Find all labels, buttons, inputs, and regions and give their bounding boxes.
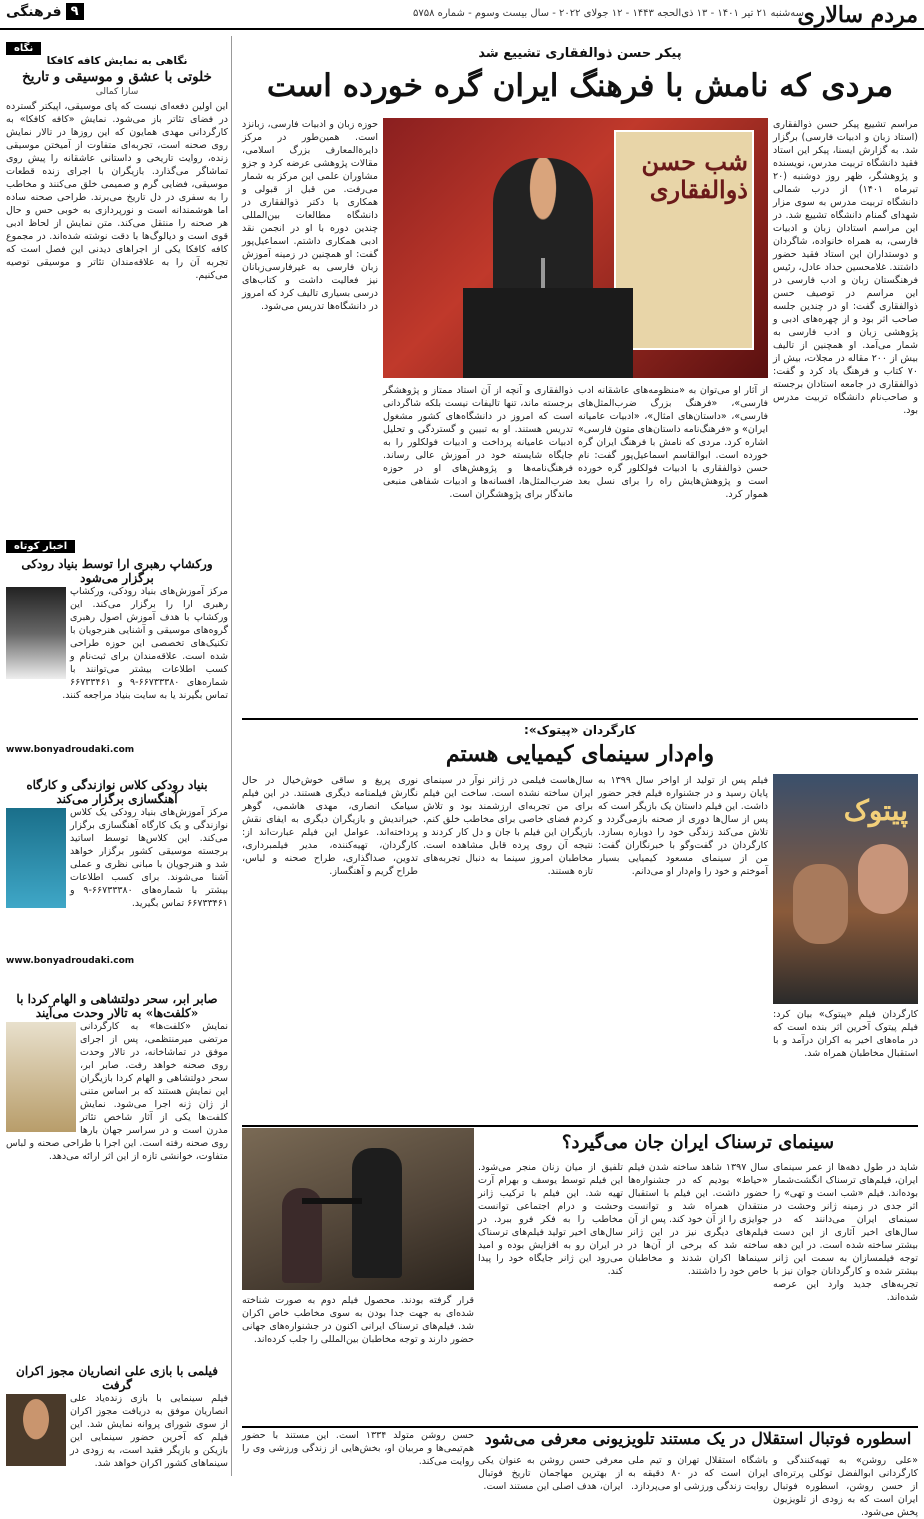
poster-face [858, 844, 908, 914]
sidebar-news-2 [6, 778, 228, 966]
issue-info: سه‌شنبه ۲۱ تیر ۱۴۰۱ - ۱۳ ذی‌الحجه ۱۴۴۳ - ۱۲ جولای ۲۰۲۲ - سال بیست وسوم - شماره ۵۷۵۸ [412, 8, 804, 19]
sidebar-news-3 [6, 992, 228, 1350]
sidebar-review [6, 36, 228, 520]
article4-column-3: معرفی حسن روشن به عنوان یکی از بهترین مهاجمان تاریخ فوتبال ایران، هدف اصلی این مستند است. [478, 1455, 623, 1492]
poster-text: شب حسن ذوالفقاری [641, 147, 748, 204]
review-overline: نگاهی به نمایش کافه کافکا [46, 55, 188, 67]
music-class-poster-thumb [6, 808, 66, 908]
news3-body: نمایش «کلفت‌ها» به کارگردانی مرتضی میرمنتظمی، پس از اجرای موفق در تماشاخانه، در تالار وحدت روی صحنه خواهد رفت. صابر ابر، سحر دولتشاهی و الهام کردا بازیگران این نمایش هستند که بر اساس متنی از ژان ژنه اجرا می‌شود. نمایش کلفت‌ها یکی از آثار شاخص تئاتر مدرن است و در سراسر جهان بارها روی صحنه رفته است. این اجرا با طراحی صحنه و لباس متفاوت، خوانشی تازه از این اثر ارائه می‌دهد. [6, 1021, 228, 1162]
sidebar-tag: اخبار کوتاه [6, 540, 75, 553]
article2-column-3: سال‌هاست فیلمی در ژانر نوآر در سینمای ایران ساخته نشده است. ساخت این فیلم برای من تجربه‌ای ارزشمند بود و تلاش کردم فضای خاصی برای مخاطب خلق کنم. بازیگران این فیلم با جان و دل کار کردند و نتیجه آن روی پرده قابل مشاهده است. مخاطبان امروز سینما به دنبال تجربه‌های تازه هستند. [423, 775, 593, 877]
divider [242, 718, 918, 720]
news2-body: مرکز آموزش‌های بنیاد رودکی یک کلاس نوازندگی و یک کارگاه آهنگسازی برگزار می‌کند. این کلاس‌ها توسط اساتید برجسته موسیقی کشور برگزار خواهد شد و هنرجویان با مبانی نظری و عملی آشنا می‌شوند. برای کسب اطلاعات بیشتر با شماره‌های ۶۶۷۳۳۳۸۰-۹ و ۶۶۷۳۳۴۶۱ تماس بگیرید. [70, 807, 228, 909]
section-name: فرهنگی [6, 3, 62, 20]
divider [242, 1426, 918, 1428]
news4-title: فیلمی با بازی علی انصاریان مجوز اکران گرفت [16, 1364, 218, 1392]
article4-column-2: باشگاه استقلال تهران و تیم ملی ایران است که در ۸۰ دقیقه به روایت زندگی ورزشی او می‌پردازد. [628, 1455, 768, 1492]
article1-column-4: حوزه زبان و ادبیات فارسی، زبانزد است. همین‌طور در مرکز دایرةالمعارف بزرگ اسلامی، مقالات پژوهشی عرضه کرد و جزو مشاوران علمی این مرکز به شمار می‌رفت. من قبل از قبولی و همکاری با دکتر ذوالفقاری در دانشگاه مطالعات بین‌المللی چندین دوره با او در انجمن نقد ادبی همکاری داشتم. اسماعیل‌پور گفت: او همچنین در زمینه آموزش زبان فارسی به غیرفارسی‌زبانان نیز فعالیت داشت و کتاب‌های درسی بسیاری تالیف کرد که امروز در دانشگاه‌ها تدریس می‌شود. [242, 119, 378, 312]
actor-photo-thumb [6, 1394, 66, 1466]
page-number: ۹ [66, 3, 84, 20]
article1-column-2: از آثار او می‌توان به «منظومه‌های عاشقانه ادب فارسی»، «فرهنگ بزرگ ضرب‌المثل‌های فارسی»، «داستان‌های امثال»، «ادبیات عامیانه ایران» و «فرهنگ‌نامه داستان‌های متون فارسی» اشاره کرد. مردی که نامش با فرهنگ ایران گره خورده است. ابوالقاسم اسماعیل‌پور گفت: نام حسن ذوالفقاری با ادبیات فولکلور گره خورده است و پژوهش‌هایش راه را برای نسل بعد هموار کرد. [578, 385, 768, 500]
article1-overline: پیکر حسن ذوالفقاری تشییع شد [478, 46, 682, 61]
article2-caption: کارگردان فیلم «پیتوک» بیان کرد: فیلم پیتوک آخرین اثر بنده است که در ماه‌های اخیر به اکران درآمد و با استقبال مخاطبان همراه شد. [773, 1009, 918, 1059]
podium [463, 288, 633, 378]
main-content [242, 36, 918, 1518]
film-poster-image [773, 774, 918, 1004]
article2-column-2: فیلم پس از تولید از اواخر سال ۱۳۹۹ به پایان رسید و در جشنواره فیلم فجر حضور داشت. این فیلم داستان یک بازیگر است که پس از سال‌ها دوری از صحنه بازمی‌گردد و تلاش می‌کند زندگی خود را دوباره بسازد. کارگردان در گفت‌وگو با خبرنگاران گفت: من از سینمای مسعود کیمیایی بسیار آموختم و خود را وام‌دار او می‌دانم. [598, 775, 768, 877]
review-title: خلوتی با عشق و موسیقی و تاریخ [22, 69, 212, 85]
news1-title: ورکشاپ رهبری ارا توسط بنیاد رودکی برگزار می‌شود [21, 557, 213, 585]
divider [242, 1125, 918, 1127]
article3-column-3: تلفیق از میان زنان منجر می‌شود. این فیلم توسط یوسف و بهرام آرت تهیه شد. این فیلم با ترکیب ژانر وحشت و درام اجتماعی توانست مخاطب را به فکر فرو ببرد. در سال‌های اخیر تولید فیلم‌های ترسناک در ایران رو به افزایش بوده و امید می‌رود این ژانر جایگاه خود را پیدا کند. [478, 1162, 623, 1277]
sidebar [6, 36, 232, 1476]
article3-column-1: شاید در طول دهه‌ها از عمر سینمای ایران، فیلم‌های ترسناک انگشت‌شمار بوده‌اند. فیلم «شب است و تهی» را اثر جدی در زمینه ژانر وحشت در سینمای ایران می‌دانند که در سال‌های اخیر آثاری از این دست بیشتر ساخته شده است. در این دهه توجه فیلمسازان به سمت این ژانر بیشتر شده و کارگردانان جوان نیز با تجربه‌های جدید وارد این عرصه شده‌اند. [773, 1162, 918, 1303]
newspaper-masthead: مردم سالاری [797, 2, 918, 28]
article2-overline: کارگردان «پیتوک»: [524, 723, 636, 737]
article1-column-1: مراسم تشییع پیکر حسن ذوالفقاری (استاد زبان و ادبیات فارسی) برگزار شد. به گزارش ایسنا، پیکر این استاد فقید دانشگاه تربیت مدرس، نویسنده و پژوهشگر، ظهر روز دوشنبه (۲۰ تیرماه ۱۴۰۱) از درب شمالی دانشگاه تربیت مدرس به سوی مزار شهدای گمنام دانشگاه تشییع شد. در این مراسم استادان زبان و ادبیات فارسی، به همراه خانواده، شاگردان و دوستداران این استاد فقید حضور داشتند. غلامحسین حداد عادل، رئیس فرهنگستان زبان و ادب فارسی در این مراسم در توصیف حسن ذوالفقاری گفت: او در چندین جلسه صاحب اثر بود و از چهره‌های ادبی و پژوهشی زبان و ادب فارسی به شمار می‌آمد. او همچنین از تالیف بیش از ۲۰۰ مقاله در مجلات، بیش از ۷۰ کتاب و فرهنگ یاد کرد و گفت: ذوالفقاری در جامعه استادان برجسته و صاحب‌نام دانشگاه تربیت مدرس بود. [773, 119, 918, 416]
article4-column-4: حسن روشن متولد ۱۳۳۴ است. این مستند با حضور هم‌تیمی‌ها و مربیان او، بخش‌هایی از زندگی ورزشی وی را روایت می‌کند. [242, 1430, 474, 1467]
article1-column-3: ذوالفقاری و آنچه از آن استاد ممتاز و پژوهشگر برجسته ماند، تنها تالیفات نیست بلکه شاگردانی است که امروز در دانشگاه‌های کشور مشغول تدریس هستند. او به تبیین و گستردگی و تحلیل ادبیات عامیانه پرداخت و ادبیات فولکلور را به جایگاه شایسته خود در آموزش عالی رساند. فرهنگ‌نامه‌ها و پژوهش‌های او در حوزه ضرب‌المثل‌ها، افسانه‌ها و ادبیات شفاهی منبعی ماندگار برای پژوهشگران است. [383, 385, 573, 500]
article3-column-2: سال ۱۳۹۷ شاهد ساخته شدن فیلم «حیاط» بودیم که در جشنواره‌ها حضور داشت. این فیلم با استقبال منتقدان همراه شد و توانست جوایزی را از آن خود کند. پس از آن فیلم‌های دیگری نیز در این ژانر ساخته شد که برخی از آن‌ها در سینماها اکران شدند و مخاطبان خاص خود را داشتند. [628, 1162, 768, 1277]
news3-title: صابر ابر، سحر دولتشاهی و الهام کردا با «کلفت‌ها» به تالار وحدت می‌آیند [16, 992, 218, 1020]
article3-column-4: قرار گرفته بودند. محصول فیلم دوم به صورت شناخته شده‌ای به جهت جدا بودن به سوی مخاطب خاص اکران شد. فیلم‌های ترسناک ایرانی اکنون در جشنواره‌های جهانی حضور دارند و توجه مخاطبان بین‌المللی را جلب کرده‌اند. [242, 1295, 474, 1345]
review-body: این اولین دفعه‌ای نیست که پای موسیقی، اپیکتر گسترده در فضای تئاتر باز می‌شود. نمایش «کافه کافکا» به کارگردانی مهدی همایون که این روزها در تالار نمایش روی صحنه است، تجربه‌ای متفاوت از آمیختن موسیقی زنده، روایت تاریخی و داستانی عاشقانه را پیش روی تماشاگر می‌گذارد. بازیگران با اجرای زنده قطعات موسیقی، فضایی گرم و صمیمی خلق می‌کنند و مخاطب را به سفری در دل تاریخ می‌برند. طراحی صحنه ساده اما هوشمندانه است و نورپردازی به خوبی حس و حال هر صحنه را منتقل می‌کند. متن نمایش از لحاظ ادبی قوی است و دیالوگ‌ها با دقت نوشته شده‌اند. در مجموع کافه کافکا یکی از اجراهای دیدنی این فصل است که تجربه آن را به علاقه‌مندان تئاتر و موسیقی توصیه می‌کنیم. [6, 101, 228, 281]
poster-face [793, 864, 848, 944]
sidebar-tag: نگاه [6, 42, 41, 55]
article2-column-4: نوری پریغ و ساقی خوش‌خیال در حال نگارش فیلمنامه دیگری هستند. در این فیلم سیامک انصاری، مهدی هاشمی، گوهر خیراندیش و بازیگران دیگری به ایفای نقش پرداخته‌اند. عوامل این فیلم عبارت‌اند از: کارگردان، تهیه‌کننده، مدیر فیلمبرداری، تدوین، صداگذاری، طراح صحنه و لباس، طراح گریم و آهنگساز. [242, 775, 418, 877]
news1-body: مرکز آموزش‌های بنیاد رودکی، ورکشاپ رهبری ارا را برگزار می‌کند. این ورکشاپ با هدف آموزش اصول رهبری گروه‌های موسیقی و آشنایی هنرجویان با تکنیک‌های تخصصی این حوزه طراحی شده است. علاقه‌مندان برای ثبت‌نام و کسب اطلاعات بیشتر می‌توانند با شماره‌های ۶۶۷۳۳۳۸۰-۹ و ۶۶۷۳۳۴۶۱ تماس بگیرند یا به سایت بنیاد مراجعه کنند. [62, 586, 228, 701]
page-header [0, 0, 924, 30]
article4-title: اسطوره فوتبال استقلال در یک مستند تلویزیونی معرفی می‌شود [484, 1429, 912, 1448]
play-poster-thumb [6, 1022, 76, 1132]
article4-column-1: «علی روشن» به تهیه‌کنندگی و کارگردانی ابوالفضل توکلی پرتره‌ای از حسن روشن، اسطوره فوتبال ایران است که به زودی از تلویزیون پخش می‌شود. [773, 1455, 918, 1518]
section-badge [6, 3, 84, 20]
film-still-image [242, 1128, 474, 1290]
news4-body: فیلم سینمایی با بازی زنده‌یاد علی انصاریان موفق به دریافت مجوز اکران از سوی شورای پروانه نمایش شد. این فیلم که آخرین حضور سینمایی این بازیکن و بازیگر فقید است، به زودی در سینماهای کشور اکران خواهد شد. [70, 1393, 228, 1469]
workshop-poster-thumb [6, 587, 66, 679]
news2-title: بنیاد رودکی کلاس نوازندگی و کارگاه آهنگسازی برگزار می‌کند [26, 778, 208, 806]
film-figure [352, 1148, 402, 1278]
sidebar-news-1 [6, 534, 228, 755]
review-author: سارا کمالی [95, 87, 139, 97]
news1-website[interactable]: www.bonyadroudaki.com [6, 745, 135, 755]
article3-title: سینمای ترسناک ایران جان می‌گیرد؟ [561, 1132, 835, 1153]
article2-title: وام‌دار سینمای کیمیایی هستم [445, 741, 715, 767]
poster-title: پیتوک [843, 794, 908, 827]
sidebar-news-4 [6, 1364, 228, 1472]
article1-photo [383, 118, 768, 378]
news2-website[interactable]: www.bonyadroudaki.com [6, 956, 135, 966]
rifle-shape [302, 1198, 362, 1204]
article1-title: مردی که نامش با فرهنگ ایران گره خورده است [266, 68, 894, 104]
